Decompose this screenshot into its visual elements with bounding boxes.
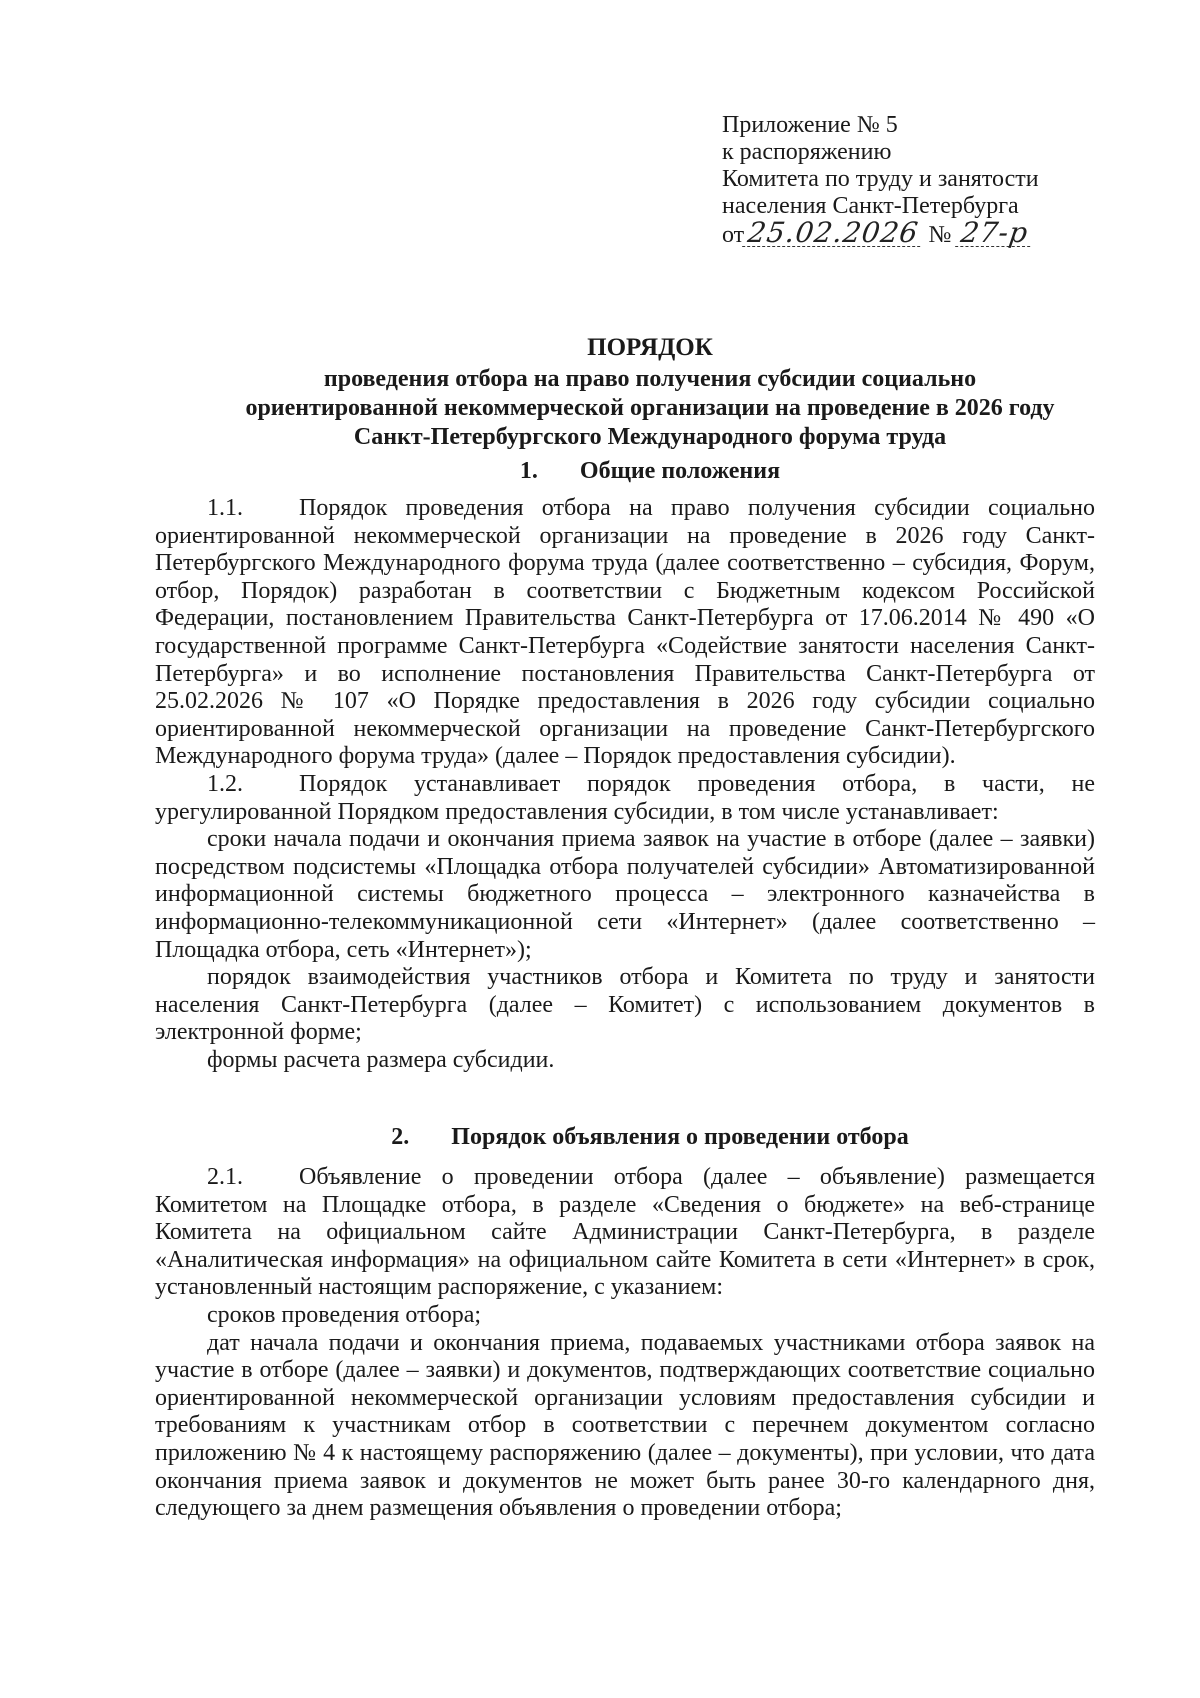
paragraph-2-1-number: 2.1. (207, 1164, 243, 1190)
section-2-number: 2. (391, 1124, 410, 1150)
paragraph-1-1 (155, 495, 1095, 771)
paragraph-2-1-item-b: дат начала подачи и окончания приема, подаваемых участниками отбора заявок на участие в отборе (далее – заявки) и документов, подтверждающих соответствие социально ориентированной некоммерческой организации условиям предоставления субсидии и требованиям к участникам отбор в соответствии с перечнем документом согласно приложению № 4 к настоящему распоряжению (далее – документы), при условии, что дата окончания приема заявок и документов не может быть ранее 30-го календарного дня, следующего за днем размещения объявления о проведении отбора; (155, 1329, 1095, 1522)
handwritten-number: 27-р (956, 220, 1035, 247)
document-title: ПОРЯДОК (587, 334, 713, 361)
handwritten-date: 25.02.2026 (742, 220, 924, 247)
subtitle-line-1: проведения отбора на право получения субсидии социально (323, 366, 977, 392)
section-1-title: Общие положения (579, 458, 781, 484)
attachment-city: населения Санкт-Петербурга (722, 193, 1019, 219)
attachment-number: Приложение № 5 (722, 112, 898, 138)
section-1-number: 1. (519, 458, 538, 484)
section-2-title: Порядок объявления о проведении отбора (451, 1124, 909, 1150)
document-subtitle (150, 365, 1150, 452)
section-2-heading (150, 1124, 1150, 1151)
number-prefix: № (928, 222, 952, 248)
subtitle-line-2: ориентированной некоммерческой организации на проведение в 2026 году (245, 395, 1055, 421)
paragraph-1-2-text: Порядок устанавливает порядок проведения отбора, в части, не урегулированной Порядком предоставления субсидии, в том числе устанавливает: (155, 770, 1095, 825)
section-1-heading (150, 458, 1150, 485)
paragraph-2-1 (155, 1164, 1095, 1302)
paragraph-1-2-item-b: порядок взаимодействия участников отбора и Комитета по труду и занятости населения Санкт-Петербурга (далее – Комитет) с использованием документов в электронной форме; (155, 964, 1095, 1046)
paragraph-2-1-text: Объявление о проведении отбора (далее – объявление) размещается Комитетом на Площадке отбора, в разделе «Сведения о бюджете» на веб-странице Комитета на официальном сайте Администрации Санкт-Петербурга, в разделе «Аналитическая информация» на официальном сайте Комитета в сети «Интернет» в срок, установленный настоящим распоряжение, с указанием: (155, 1164, 1095, 1301)
paragraph-1-2-item-a: сроки начала подачи и окончания приема заявок на участие в отборе (далее – заявки) посредством подсистемы «Площадка отбора получателей субсидии» Автоматизированной информационной системы бюджетного процесса – электронного казначейства в информационно-телекоммуникационной сети «Интернет» (далее соответственно – Площадка отбора, сеть «Интернет»); (155, 826, 1095, 963)
paragraph-1-2-item-c: формы расчета размера субсидии. (207, 1046, 555, 1073)
date-prefix: от (722, 222, 745, 248)
section-2-body (155, 1164, 1095, 1523)
paragraph-1-1-text: Порядок проведения отбора на право получения субсидии социально ориентированной некоммерческой организации на проведение в 2026 году Санкт-Петербургского Международного форума труда (далее соответственно – субсидия, Форум, отбор, Порядок) разработан в соответствии с Бюджетным кодексом Российской Федерации, постановлением Правительства Санкт-Петербурга от 17.06.2014 № 490 «О государственной программе Санкт-Петербурга «Содействие занятости населения Санкт-Петербурга» и во исполнение постановления Правительства Санкт-Петербурга от 25.02.2026 № 107 «О Порядке предоставления в 2026 году субсидии социально ориентированной некоммерческой организации на проведение Санкт-Петербургского Международного форума труда» (далее – Порядок предоставления субсидии). (155, 495, 1095, 770)
attachment-ref-line: к распоряжению (722, 139, 892, 165)
paragraph-1-1-number: 1.1. (207, 495, 243, 521)
attachment-date-line (722, 216, 1162, 250)
subtitle-line-3: Санкт-Петербургского Международного форума труда (353, 424, 947, 450)
paragraph-1-2 (155, 771, 1095, 826)
paragraph-1-2-number: 1.2. (207, 770, 243, 797)
section-1-body (155, 495, 1095, 1074)
attachment-header (722, 112, 1162, 250)
paragraph-2-1-item-a: сроков проведения отбора; (207, 1301, 482, 1328)
attachment-committee: Комитета по труду и занятости (722, 166, 1039, 192)
